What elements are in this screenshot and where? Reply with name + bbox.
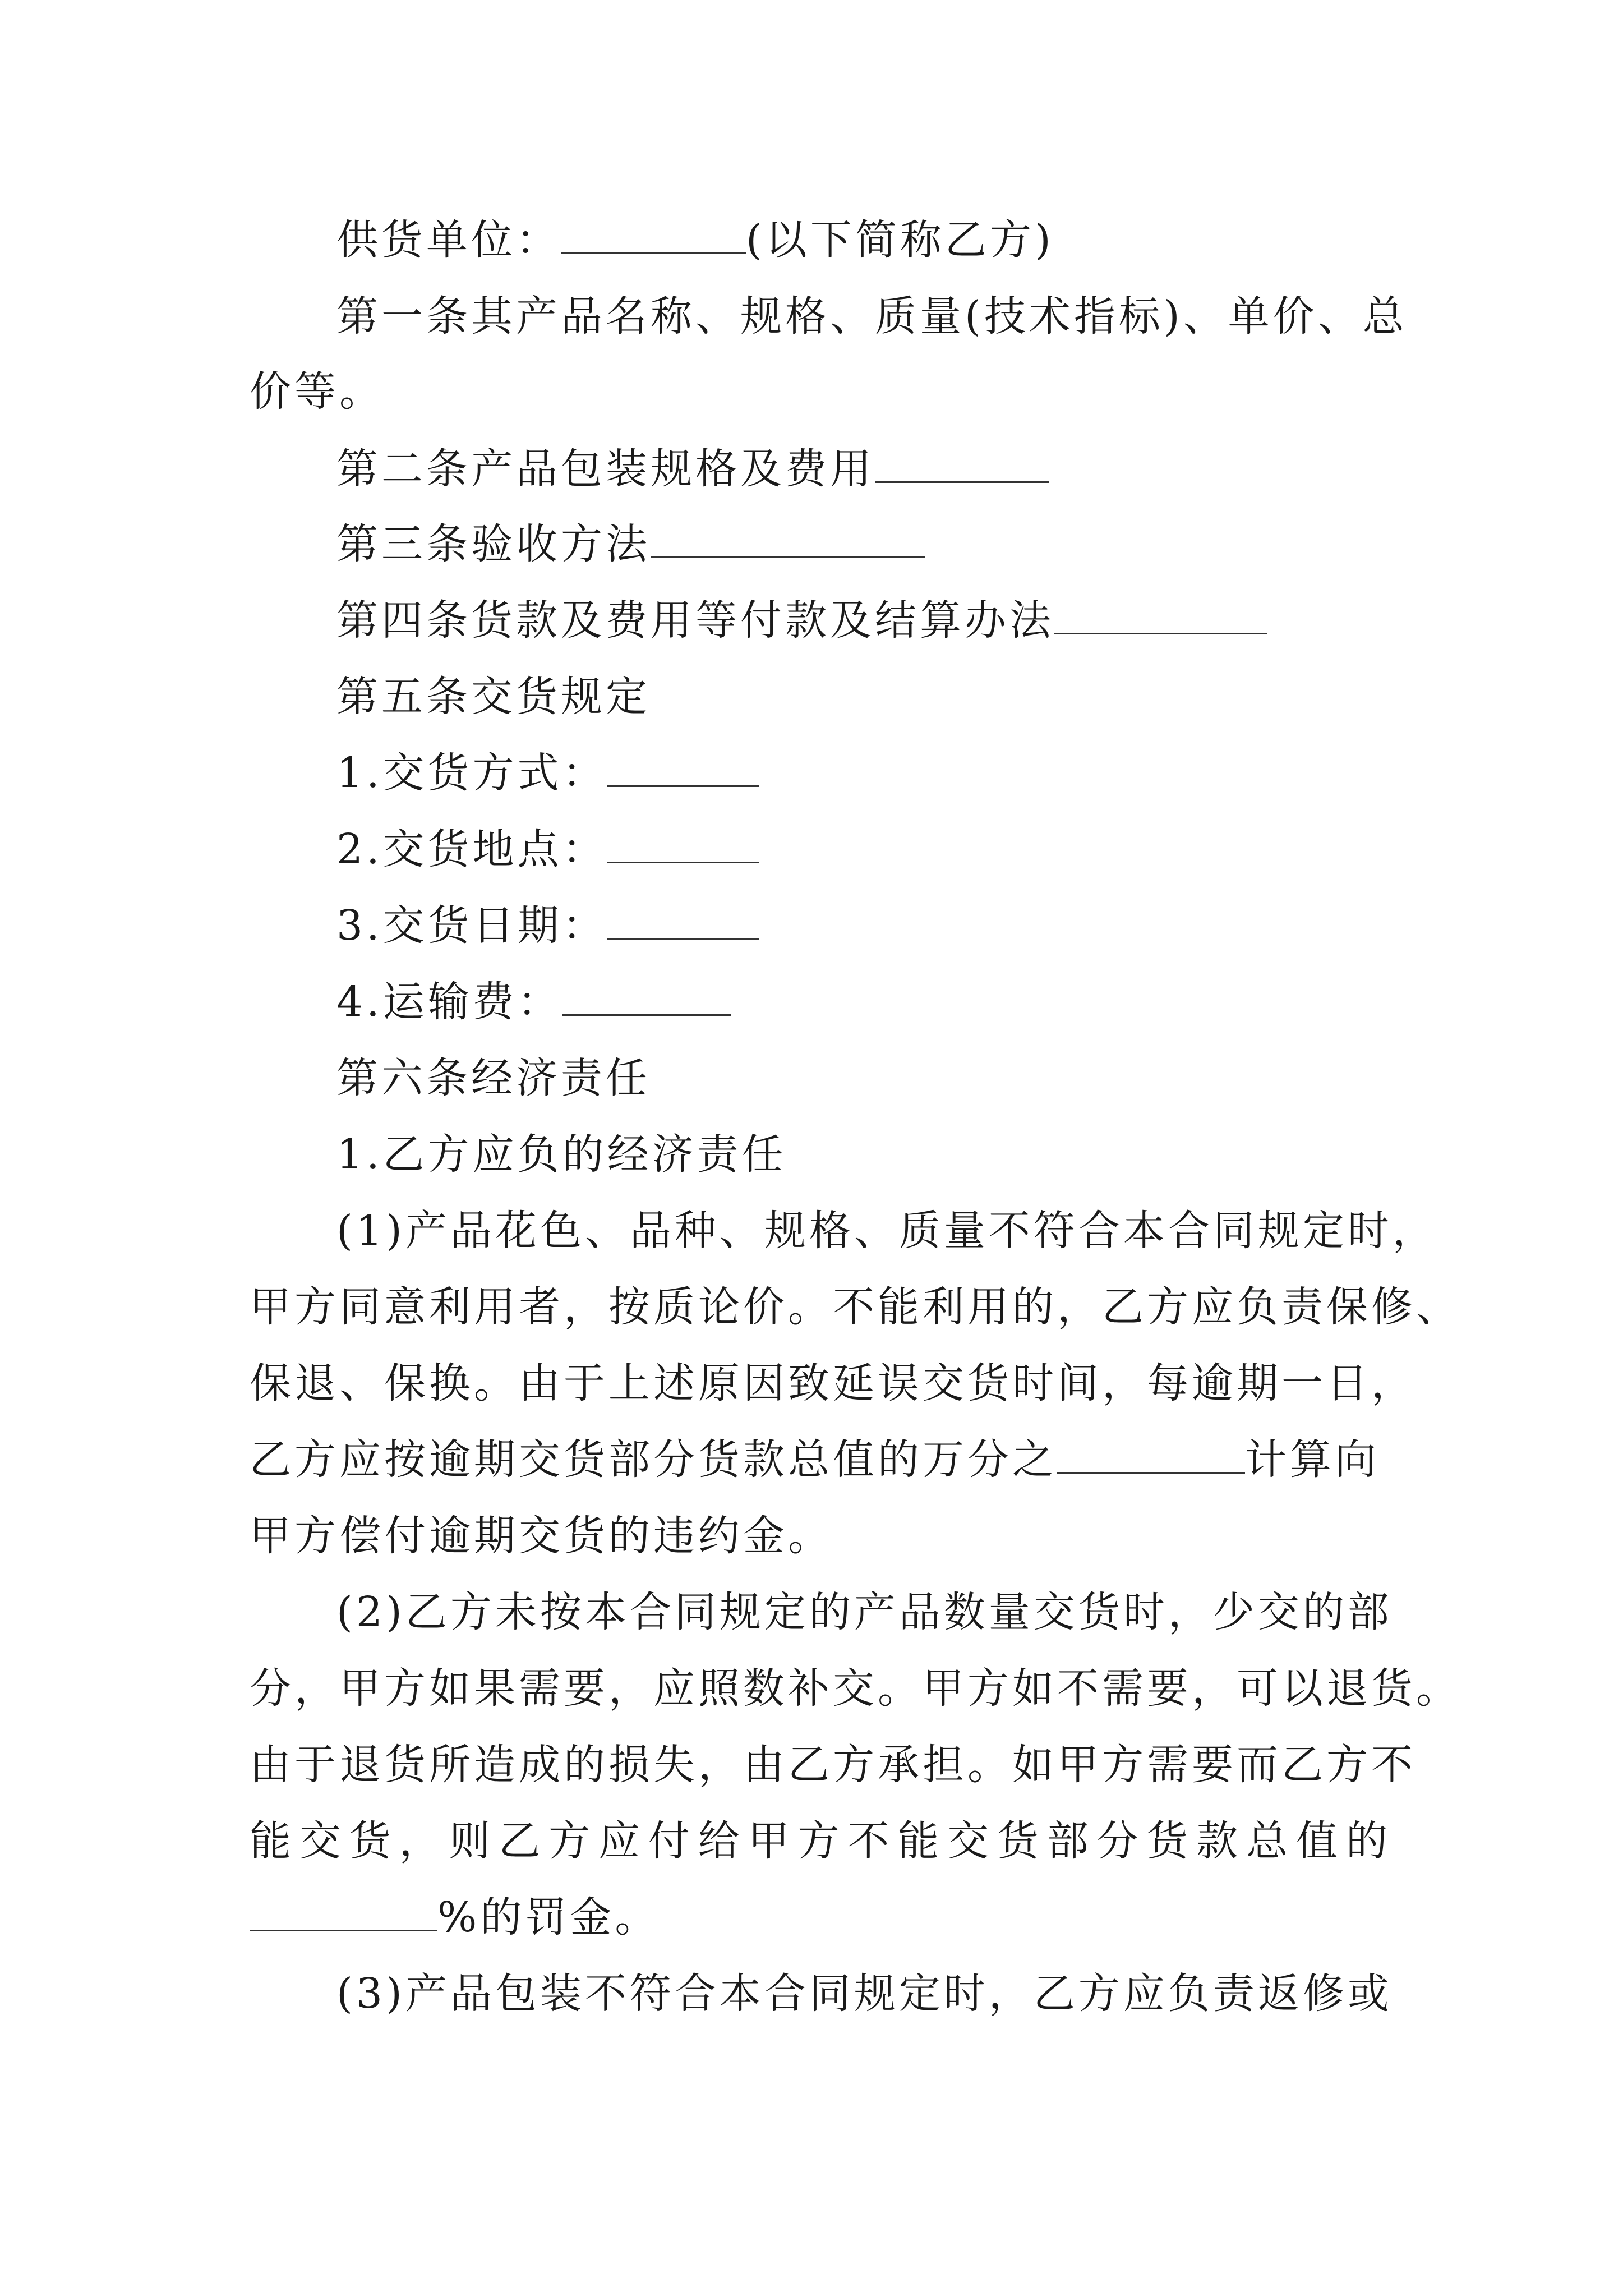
article-4-line — [336, 592, 1267, 648]
article-2-blank — [875, 447, 1049, 483]
clause-2-line-5 — [250, 1889, 660, 1945]
liability-1-heading — [336, 1126, 787, 1182]
clause-1-line-1 — [336, 1203, 1437, 1259]
delivery-method-label: 1.交货方式： — [336, 749, 607, 797]
clause-2-line-2 — [250, 1660, 1461, 1717]
clause-2-text-5: %的罚金。 — [437, 1893, 660, 1941]
supplier-note: (以下简称乙方) — [746, 216, 1054, 264]
article-1-text-1: 第一条其产品名称、规格、质量(技术指标)、单价、总 — [336, 292, 1408, 341]
freight-label: 4.运输费： — [336, 978, 562, 1026]
clause-3-text-1: (3)产品包装不符合本合同规定时，乙方应负责返修或 — [336, 1970, 1393, 2018]
delivery-place-line — [336, 821, 759, 877]
freight-line — [336, 974, 731, 1030]
clause-2-line-4 — [250, 1813, 1391, 1869]
delivery-method-line — [336, 745, 759, 801]
clause-1-text-5: 甲方偿付逾期交货的违约金。 — [250, 1512, 833, 1560]
article-5-text: 第五条交货规定 — [336, 673, 651, 721]
clause-2-text-4: 能交货，则乙方应付给甲方不能交货部分货款总值的 — [250, 1817, 1391, 1865]
liability-1-text: 1.乙方应负的经济责任 — [336, 1130, 787, 1179]
article-3-blank — [651, 522, 925, 558]
freight-blank — [562, 979, 731, 1016]
clause-1-line-2 — [250, 1279, 1461, 1335]
article-2-line — [336, 441, 1049, 497]
article-3-line — [336, 516, 925, 572]
article-1-text-2: 价等。 — [250, 367, 384, 416]
article-2-text: 第二条产品包装规格及费用 — [336, 445, 875, 493]
clause-1-text-4a: 乙方应按逾期交货部分货款总值的万分之 — [250, 1435, 1057, 1484]
clause-1-line-3 — [250, 1355, 1416, 1411]
clause-3-line-1 — [336, 1966, 1391, 2022]
supplier-blank — [561, 218, 746, 254]
article-3-text: 第三条验收方法 — [336, 520, 651, 568]
article-1-line-2 — [250, 364, 384, 420]
supplier-label: 供货单位： — [336, 216, 561, 264]
clause-2-line-3 — [250, 1737, 1416, 1793]
article-5-heading — [336, 669, 651, 725]
clause-1-text-1: (1)产品花色、品种、规格、质量不符合本合同规定时， — [336, 1207, 1437, 1255]
delivery-date-line — [336, 898, 759, 954]
penalty-rate-blank — [1057, 1437, 1245, 1474]
article-4-blank — [1054, 598, 1267, 634]
delivery-place-label: 2.交货地点： — [336, 825, 607, 873]
clause-1-text-3: 保退、保换。由于上述原因致延误交货时间，每逾期一日， — [250, 1359, 1416, 1407]
clause-1-text-4b: 计算向 — [1245, 1435, 1380, 1484]
fine-percent-blank — [250, 1895, 437, 1931]
clause-2-text-1: (2)乙方未按本合同规定的产品数量交货时，少交的部 — [336, 1588, 1393, 1636]
clause-2-text-2: 分，甲方如果需要，应照数补交。甲方如不需要，可以退货。 — [250, 1664, 1461, 1713]
clause-1-line-4 — [250, 1432, 1380, 1488]
clause-1-text-2: 甲方同意利用者，按质论价。不能利用的，乙方应负责保修、 — [250, 1283, 1461, 1331]
clause-2-line-1 — [336, 1584, 1391, 1640]
clause-2-text-3: 由于退货所造成的损失，由乙方承担。如甲方需要而乙方不 — [250, 1741, 1416, 1789]
article-4-text: 第四条货款及费用等付款及结算办法 — [336, 596, 1054, 645]
supplier-line — [336, 212, 1054, 268]
delivery-place-blank — [607, 827, 759, 863]
clause-1-line-5 — [250, 1508, 833, 1564]
delivery-date-label: 3.交货日期： — [336, 901, 607, 950]
article-1-line-1 — [336, 288, 1408, 344]
delivery-date-blank — [607, 903, 759, 940]
article-6-text: 第六条经济责任 — [336, 1054, 651, 1102]
delivery-method-blank — [607, 751, 759, 787]
article-6-heading — [336, 1050, 651, 1106]
